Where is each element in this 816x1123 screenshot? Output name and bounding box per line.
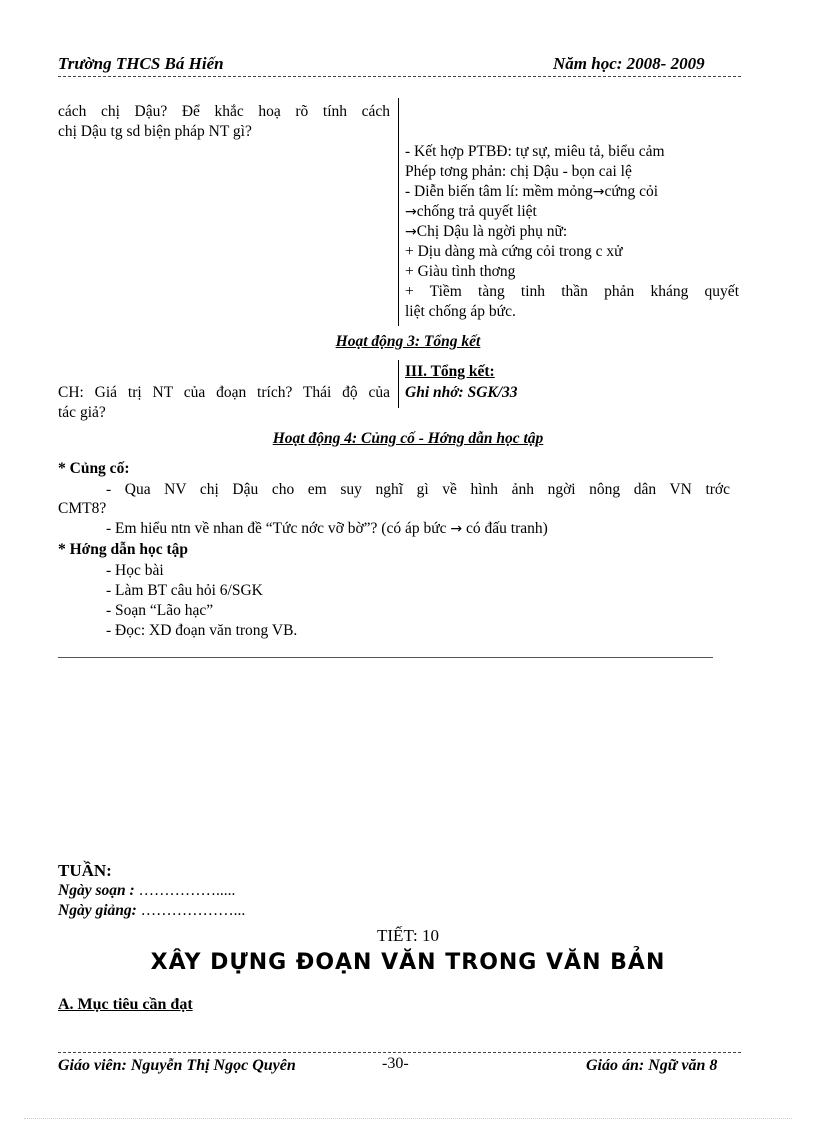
table1-right-line [405, 202, 739, 222]
table1-right-text: Chị Dậu là ngời phụ nữ: [416, 223, 568, 240]
school-name: Trường THCS Bá Hiến [58, 54, 224, 73]
list-item: - Học bài [106, 562, 164, 579]
table1-right-line: liệt chống áp bức. [405, 303, 516, 320]
cungco-question-1: - Qua NV chị Dậu cho em suy nghĩ gì về hình ảnh ngời nông dân VN trớc [106, 481, 730, 498]
summary-heading: III. Tổng kết: [405, 363, 495, 380]
week-label: TUẦN: [58, 861, 112, 880]
list-item: - Soạn “Lão hạc” [106, 602, 214, 619]
page-bottom-edge [24, 1118, 792, 1119]
teach-date-value: ………………... [140, 902, 246, 919]
table1-right-text: chống trả quyết liệt [416, 203, 537, 220]
section-divider [58, 657, 713, 658]
table1-column-divider [398, 98, 399, 326]
table1-left-line: chị Dậu tg sd biện pháp NT gì? [58, 123, 252, 140]
table1-right-line: - Kết hợp PTBĐ: tự sự, miêu tả, biểu cảm [405, 143, 665, 160]
subject-label: Giáo án: Ngữ văn 8 [586, 1057, 718, 1074]
header-divider [58, 76, 741, 77]
prep-date-value: ……………..... [138, 882, 236, 899]
cungco-question-1-cont: CMT8? [58, 500, 107, 517]
school-year: Năm học: 2008- 2009 [553, 54, 705, 73]
activity-3-heading: Hoạt động 3: Tổng kết [335, 333, 481, 350]
cungco-question-2-text: có đấu tranh) [466, 520, 548, 537]
table1-right-line [405, 222, 739, 242]
right-arrow-icon: → [405, 204, 417, 220]
teach-date [58, 901, 245, 921]
table1-right-line: Phép tơng phản: chị Dậu - bọn cai lệ [405, 163, 632, 180]
cungco-question-2 [106, 519, 548, 539]
teach-date-label: Ngày giảng: [58, 902, 137, 919]
huongdan-list [106, 561, 297, 641]
table2-left-line: CH: Giá trị NT của đoạn trích? Thái độ của [58, 384, 390, 401]
table1-right-line: + Dịu dàng mà cứng cỏi trong c xử [405, 243, 623, 260]
huongdan-title: * Hớng dẫn học tập [58, 541, 189, 558]
objectives-heading: A. Mục tiêu cần đạt [58, 996, 193, 1013]
table1-right-text: cứng cỏi [604, 183, 659, 200]
activity-4-heading: Hoạt động 4: Củng cố - Hớng dẫn học tập [272, 430, 544, 447]
table1-right-line [405, 182, 739, 202]
table1-left-line: cách chị Dậu? Để khắc hoạ rõ tính cách [58, 103, 390, 120]
prep-date-label: Ngày soạn : [58, 882, 135, 899]
teacher-name: Giáo viên: Nguyễn Thị Ngọc Quyên [58, 1057, 296, 1074]
footer-divider [58, 1052, 741, 1053]
table2-left-cell [58, 383, 390, 423]
table1-right-line: + Tiềm tàng tinh thần phản kháng quyết [405, 283, 739, 300]
right-arrow-icon: → [450, 521, 463, 537]
cungco-question-2-text: - Em hiểu ntn về nhan đề “Tức nớc vỡ bờ”? (có áp bức [106, 520, 447, 537]
right-arrow-icon: → [405, 224, 417, 240]
list-item: - Đọc: XD đoạn văn trong VB. [106, 622, 298, 639]
table1-right-line: + Giàu tình thơng [405, 263, 516, 280]
summary-note: Ghi nhớ: SGK/33 [405, 384, 518, 401]
table1-right-text: - Diễn biến tâm lí: mềm mỏng [405, 183, 593, 200]
table1-left-cell [58, 102, 390, 142]
prep-date [58, 881, 235, 901]
cungco-title: * Củng cố: [58, 460, 130, 477]
period-number: TIẾT: 10 [377, 926, 439, 945]
lesson-title: XÂY DỰNG ĐOẠN VĂN TRONG VĂN BẢN [150, 950, 666, 975]
page-number: -30- [382, 1055, 409, 1072]
list-item: - Làm BT câu hỏi 6/SGK [106, 582, 263, 599]
right-arrow-icon: → [592, 184, 605, 200]
table2-left-line: tác giả? [58, 404, 106, 421]
table1-right-cell [405, 142, 739, 322]
table2-column-divider [398, 360, 399, 408]
